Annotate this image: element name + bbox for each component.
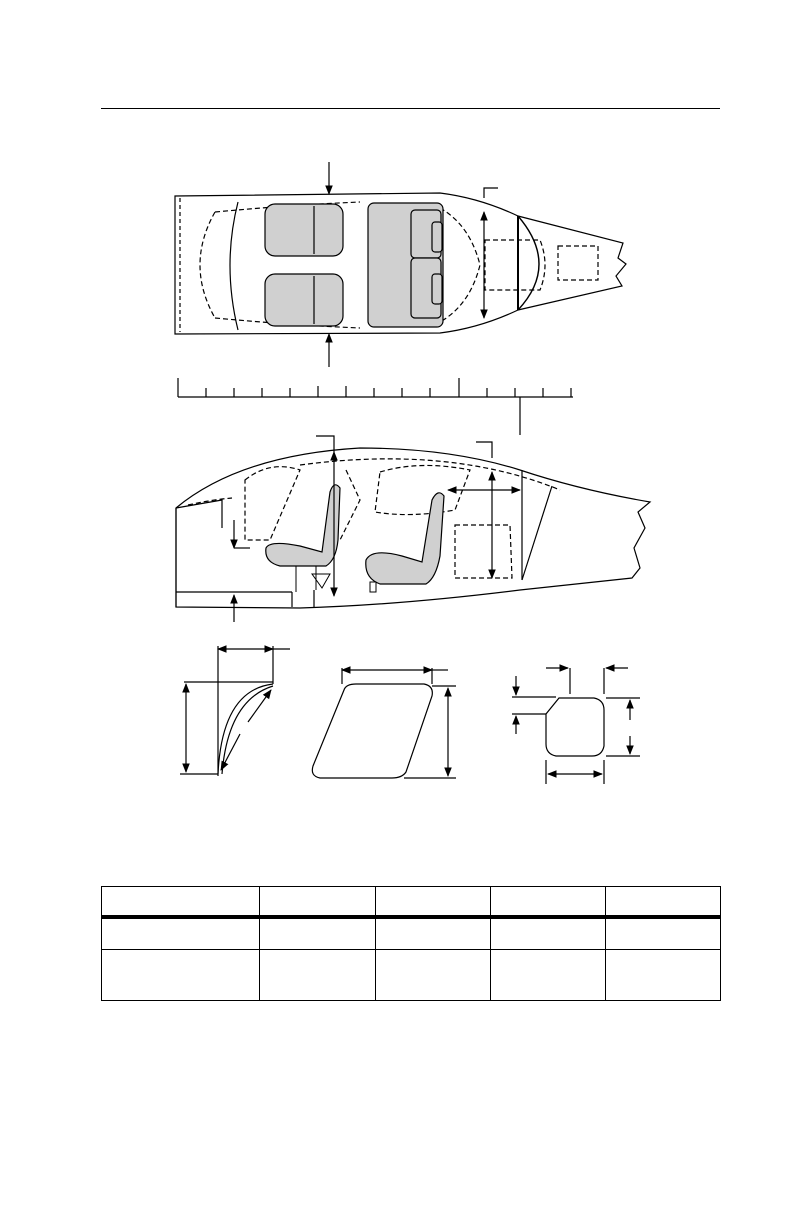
side-hidden-outline-4 <box>340 470 360 540</box>
table-row <box>102 950 721 1001</box>
table-header-cell <box>491 887 606 918</box>
front-seat-right <box>265 274 343 326</box>
side-hidden-outline-3 <box>300 459 560 490</box>
table-header-cell <box>102 887 260 918</box>
side-seat-legs <box>296 566 376 592</box>
table-header-cell <box>606 887 721 918</box>
table-cell <box>491 917 606 950</box>
table-header-row <box>102 887 721 918</box>
table-cell <box>376 917 491 950</box>
side-hidden-outline-1 <box>245 467 300 540</box>
top-seats <box>265 203 443 327</box>
station-scale <box>178 378 573 435</box>
table-cell <box>376 950 491 1001</box>
instrument-panel-outline <box>230 202 238 330</box>
baggage-door-detail <box>512 668 640 784</box>
cabin-door-detail <box>312 668 456 778</box>
rear-seat-side <box>366 493 444 584</box>
side-view-dimensions <box>234 436 520 622</box>
table-cell <box>606 950 721 1001</box>
side-seats <box>266 485 444 584</box>
table-cell <box>260 917 376 950</box>
side-baggage-hidden <box>455 525 512 578</box>
rear-hidden-outline <box>440 208 480 322</box>
table-cell <box>491 950 606 1001</box>
baggage-door-outline <box>518 216 539 310</box>
front-seat-side <box>266 485 340 566</box>
aft-hidden-outline <box>558 246 598 280</box>
door-profile-detail <box>180 646 290 776</box>
table-cell <box>102 950 260 1001</box>
table-header-cell <box>260 887 376 918</box>
dimensions-table <box>101 886 721 1001</box>
front-seat-left <box>265 204 343 256</box>
table-cell <box>102 917 260 950</box>
table-cell <box>260 950 376 1001</box>
table-cell <box>606 917 721 950</box>
table-header-cell <box>376 887 491 918</box>
table-row <box>102 917 721 950</box>
